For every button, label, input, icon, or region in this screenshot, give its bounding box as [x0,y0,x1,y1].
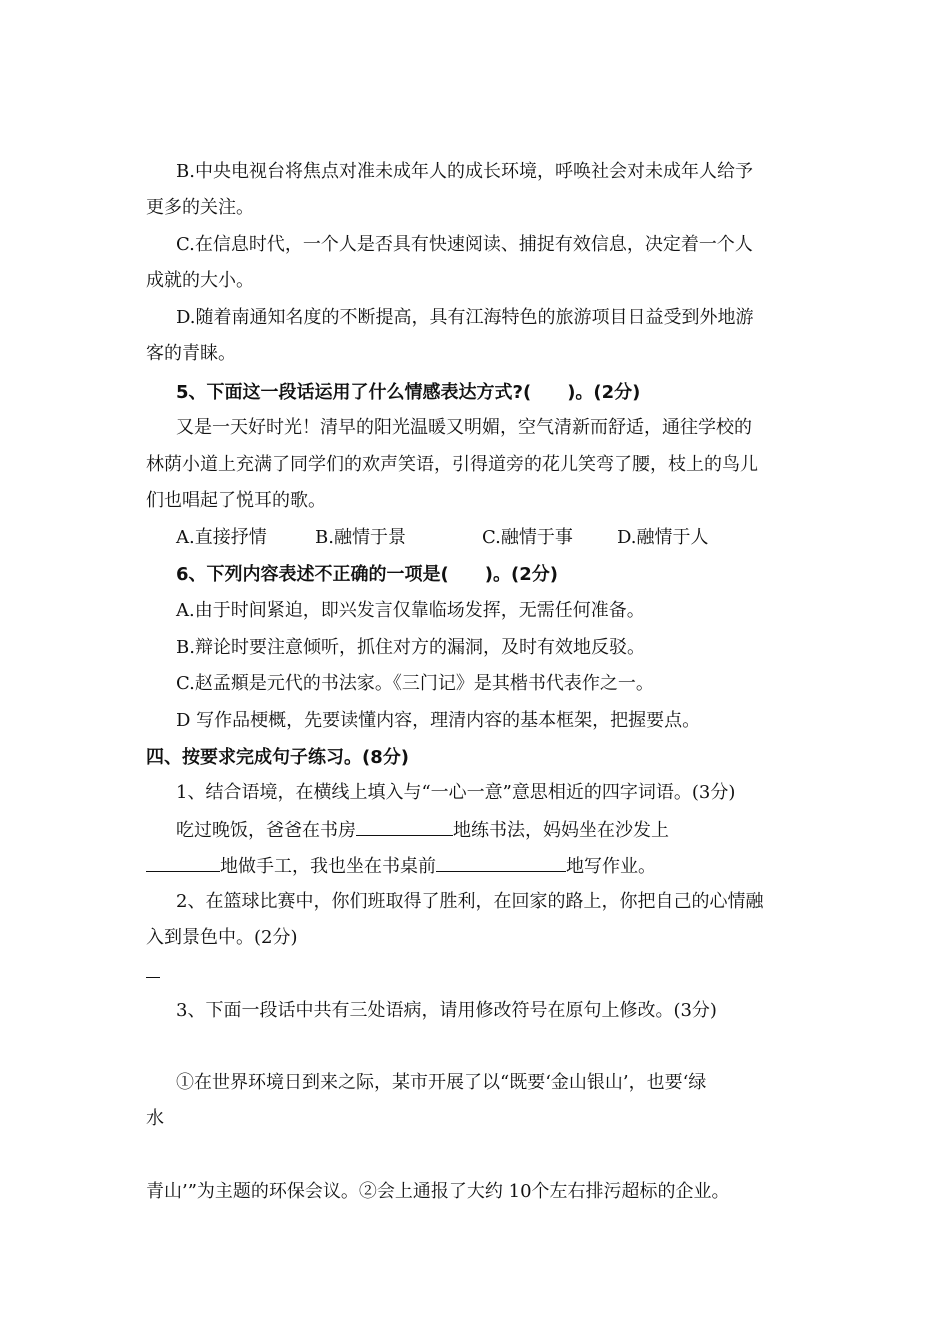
q4-option-d-line1: D.随着南通知名度的不断提高，具有江海特色的旅游项目日益受到外地游 [176,307,754,328]
s3-line2: 水 [146,1108,164,1129]
blank-3[interactable] [436,853,566,872]
section4-heading: 四、按要求完成句子练习。(8分) [146,747,409,768]
s2-line2: 入到景色中。(2分) [146,927,298,948]
s1-line1-part-a: 吃过晚饭，爸爸在书房 [176,820,356,841]
q6-option-b: B.辩论时要注意倾听，抓住对方的漏洞，及时有效地反驳。 [176,637,645,658]
q5-question: 5、下面这一段话运用了什么情感表达方式?( )。(2分) [176,382,641,403]
q5-passage-line1: 又是一天好时光！清早的阳光温暖又明媚，空气清新而舒适，通往学校的 [176,417,752,438]
q4-option-c-line2: 成就的大小。 [146,270,254,291]
q6-option-d: D 写作品梗概，先要读懂内容，理清内容的基本框架，把握要点。 [176,710,701,731]
s3-question: 3、下面一段话中共有三处语病，请用修改符号在原句上修改。(3分) [176,1000,717,1021]
q5-passage-line2: 林荫小道上充满了同学们的欢声笑语，引得道旁的花儿笑弯了腰，枝上的鸟儿 [146,454,758,475]
s1-line2-part-a: 地做手工，我也坐在书桌前 [220,856,436,877]
q5-passage-line3: 们也唱起了悦耳的歌。 [146,490,326,511]
s3-line3: 青山’”为主题的环保会议。②会上通报了大约 10个左右排污超标的企业。 [146,1181,730,1202]
q4-option-b-line1: B.中央电视台将焦点对准未成年人的成长环境，呼唤社会对未成年人给予 [176,161,753,182]
s1-question: 1、结合语境，在横线上填入与“一心一意”意思相近的四字词语。(3分) [176,782,736,803]
s2-line1: 2、在篮球比赛中，你们班取得了胜利，在回家的路上，你把自己的心情融 [176,891,764,912]
q5-option-a: A.直接抒情 [176,527,267,548]
blank-2[interactable] [146,853,220,872]
q6-option-c: C.赵孟頫是元代的书法家。《三门记》是其楷书代表作之一。 [176,673,654,694]
answer-line[interactable] [146,977,160,978]
q5-option-c: C.融情于事 [482,527,573,548]
q4-option-b-line2: 更多的关注。 [146,197,254,218]
blank-1[interactable] [356,817,453,836]
q6-option-a: A.由于时间紧迫，即兴发言仅靠临场发挥，无需任何准备。 [176,600,645,621]
s1-line1-part-b: 地练书法，妈妈坐在沙发上 [453,820,669,841]
q5-option-b: B.融情于景 [315,527,406,548]
q5-option-d: D.融情于人 [617,527,709,548]
s1-line2-part-b: 地写作业。 [566,856,656,877]
q4-option-c-line1: C.在信息时代，一个人是否具有快速阅读、捕捉有效信息，决定着一个人 [176,234,753,255]
s3-line1: ①在世界环境日到来之际，某市开展了以“既要‘金山银山’，也要‘绿 [176,1072,707,1093]
q4-option-d-line2: 客的青睐。 [146,343,236,364]
s1-line1 [176,817,669,843]
q6-question: 6、下列内容表述不正确的一项是( )。(2分) [176,564,558,585]
q5-options-row [176,526,796,550]
s1-line2 [146,853,656,879]
